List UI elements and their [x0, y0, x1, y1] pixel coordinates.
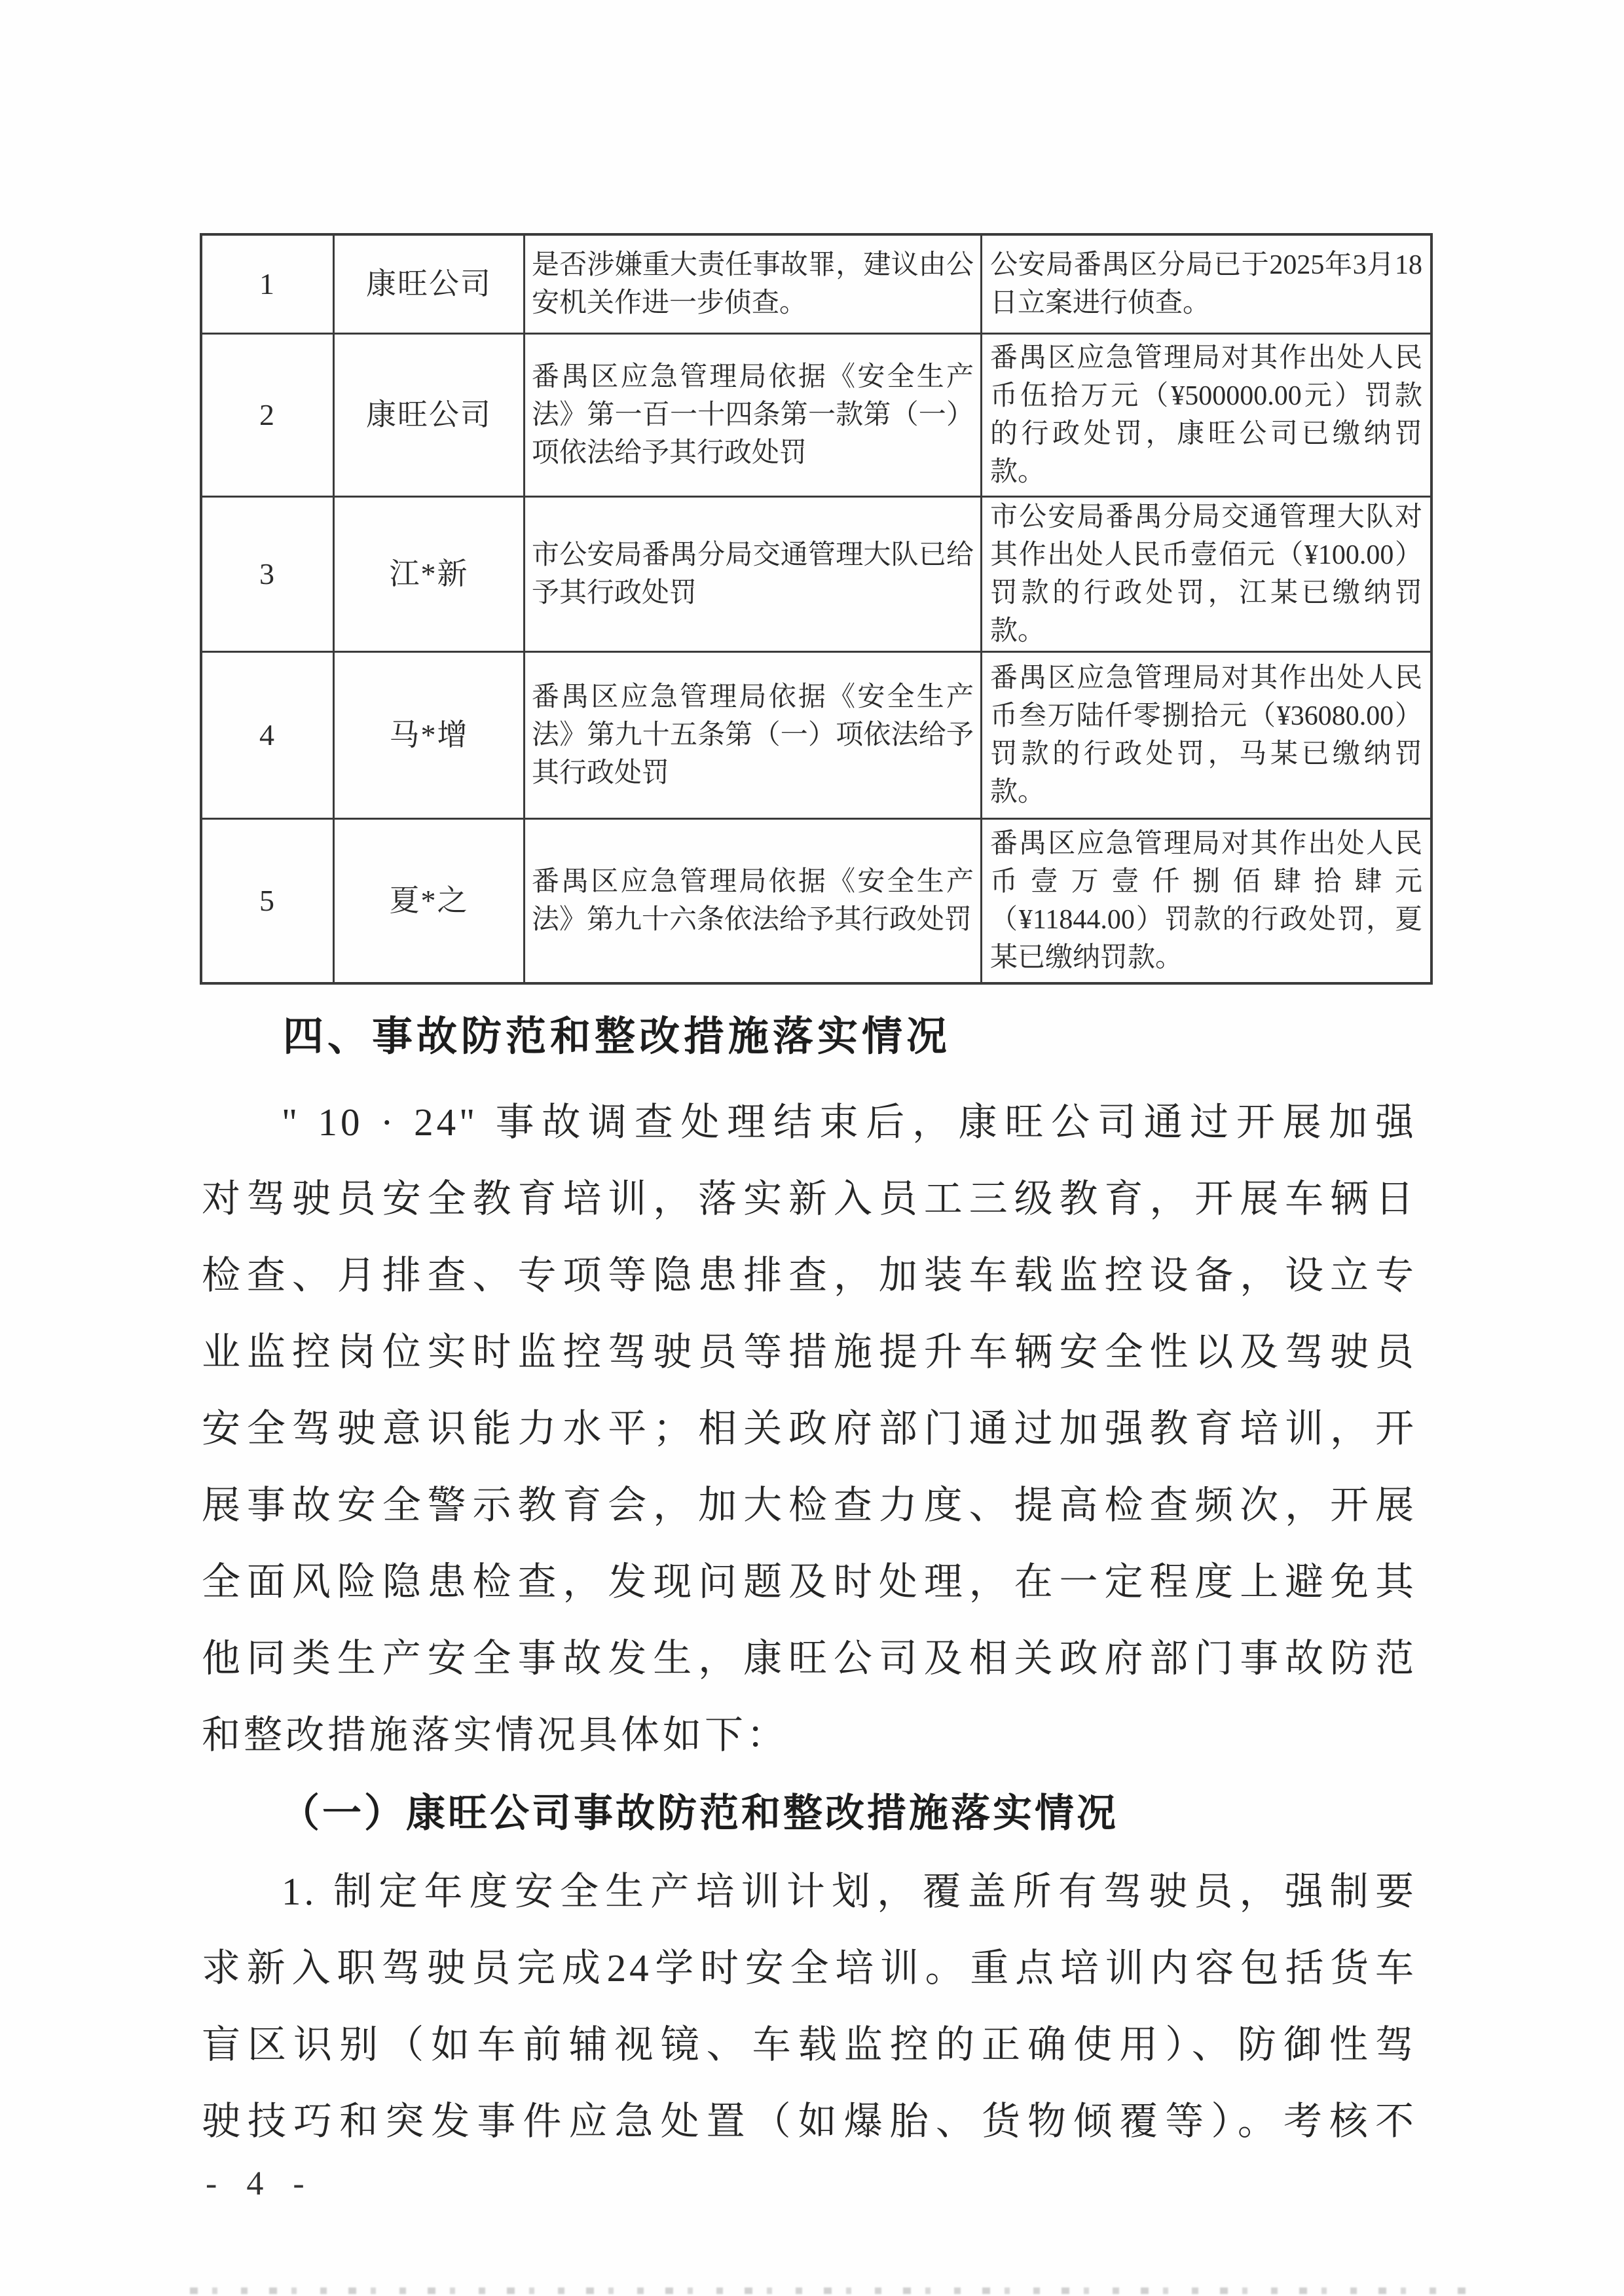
- measure-text: 是否涉嫌重大责任事故罪，建议由公安机关作进一步侦查。: [532, 250, 974, 318]
- outcome-text: 番禺区应急管理局对其作出处人民币叁万陆仟零捌拾元（¥36080.00）罚款的行政处罚，马某已缴纳罚款。: [990, 663, 1422, 807]
- cell-measure: [525, 820, 982, 982]
- outcome-text: 番禺区应急管理局对其作出处人民币壹万壹仟捌佰肆拾肆元（¥11844.00）罚款的行政处罚，夏某已缴纳罚款。: [990, 829, 1422, 973]
- paragraph-line: 对驾驶员安全教育培训，落实新入员工三级教育，开展车辆日: [202, 1177, 1417, 1220]
- penalty-table: [200, 233, 1433, 985]
- row-index: 1: [259, 267, 276, 301]
- cell-measure: [525, 653, 982, 818]
- paragraph-line: 安全驾驶意识能力水平；相关政府部门通过加强教育培训，开: [202, 1407, 1417, 1450]
- row-index: 2: [259, 398, 276, 431]
- cell-subject: [335, 498, 525, 651]
- cell-row-index: [202, 498, 335, 651]
- cell-measure: [525, 498, 982, 651]
- table-row: [202, 653, 1430, 820]
- sub-section-heading: （一）康旺公司事故防范和整改措施落实情况: [280, 1792, 1118, 1835]
- row-index: 5: [259, 884, 276, 917]
- subject-name: 康旺公司: [366, 267, 492, 301]
- cell-measure: [525, 335, 982, 496]
- cell-subject: [335, 653, 525, 818]
- measure-text: 番禺区应急管理局依据《安全生产法》第九十五条第（一）项依法给予其行政处罚: [532, 682, 974, 788]
- table-row: [202, 820, 1430, 982]
- table-row: [202, 498, 1430, 653]
- paragraph-line: 业监控岗位实时监控驾驶员等措施提升车辆安全性以及驾驶员: [202, 1330, 1417, 1374]
- paragraph-line: 1. 制定年度安全生产培训计划，覆盖所有驾驶员，强制要: [282, 1870, 1417, 1913]
- cell-subject: [335, 820, 525, 982]
- cell-measure: [525, 236, 982, 333]
- cell-row-index: [202, 820, 335, 982]
- cell-outcome: [982, 498, 1430, 651]
- section-heading: 四、事故防范和整改措施落实情况: [283, 1015, 951, 1059]
- measure-text: 番禺区应急管理局依据《安全生产法》第一百一十四条第一款第（一）项依法给予其行政处罚: [532, 362, 974, 468]
- cell-outcome: [982, 335, 1430, 496]
- outcome-text: 市公安局番禺分局交通管理大队对其作出处人民币壹佰元（¥100.00）罚款的行政处罚，江某已缴纳罚款。: [990, 502, 1422, 646]
- table-row: [202, 335, 1430, 498]
- cell-row-index: [202, 653, 335, 818]
- subject-name: 康旺公司: [366, 398, 492, 431]
- paragraph-line: 求新入职驾驶员完成24学时安全培训。重点培训内容包括货车: [202, 1946, 1417, 1990]
- paragraph-line: 他同类生产安全事故发生，康旺公司及相关政府部门事故防范: [202, 1637, 1417, 1680]
- subject-name: 马*增: [389, 718, 469, 752]
- cell-row-index: [202, 236, 335, 333]
- table-row: [202, 236, 1430, 335]
- paragraph-line: 盲区识别（如车前辅视镜、车载监控的正确使用）、防御性驾: [202, 2023, 1417, 2066]
- paragraph-line: 展事故安全警示教育会，加大检查力度、提高检查频次，开展: [202, 1484, 1417, 1527]
- cell-outcome: [982, 236, 1430, 333]
- document-body: [202, 1003, 1417, 2160]
- cell-outcome: [982, 820, 1430, 982]
- outcome-text: 公安局番禺区分局已于2025年3月18日立案进行侦查。: [990, 250, 1422, 318]
- scan-artifact-strip: [190, 2287, 1480, 2294]
- cell-row-index: [202, 335, 335, 496]
- subject-name: 夏*之: [389, 884, 469, 917]
- paragraph-line: 驶技巧和突发事件应急处置（如爆胎、货物倾覆等）。考核不: [202, 2100, 1417, 2143]
- outcome-text: 番禺区应急管理局对其作出处人民币伍拾万元（¥500000.00元）罚款的行政处罚，康旺公司已缴纳罚款。: [990, 343, 1422, 487]
- page-number: - 4 -: [206, 2165, 315, 2202]
- paragraph-line: 检查、月排查、专项等隐患排查，加装车载监控设备，设立专: [202, 1254, 1417, 1297]
- row-index: 4: [259, 718, 276, 752]
- cell-outcome: [982, 653, 1430, 818]
- row-index: 3: [259, 557, 276, 591]
- cell-subject: [335, 335, 525, 496]
- measure-text: 番禺区应急管理局依据《安全生产法》第九十六条依法给予其行政处罚: [532, 867, 974, 935]
- subject-name: 江*新: [389, 557, 469, 591]
- paragraph-line: 和整改措施落实情况具体如下：: [202, 1713, 789, 1757]
- measure-text: 市公安局番禺分局交通管理大队已给予其行政处罚: [532, 540, 974, 608]
- paragraph-line: " 10 · 24" 事故调查处理结束后，康旺公司通过开展加强: [282, 1101, 1417, 1144]
- cell-subject: [335, 236, 525, 333]
- paragraph-line: 全面风险隐患检查，发现问题及时处理，在一定程度上避免其: [202, 1560, 1417, 1603]
